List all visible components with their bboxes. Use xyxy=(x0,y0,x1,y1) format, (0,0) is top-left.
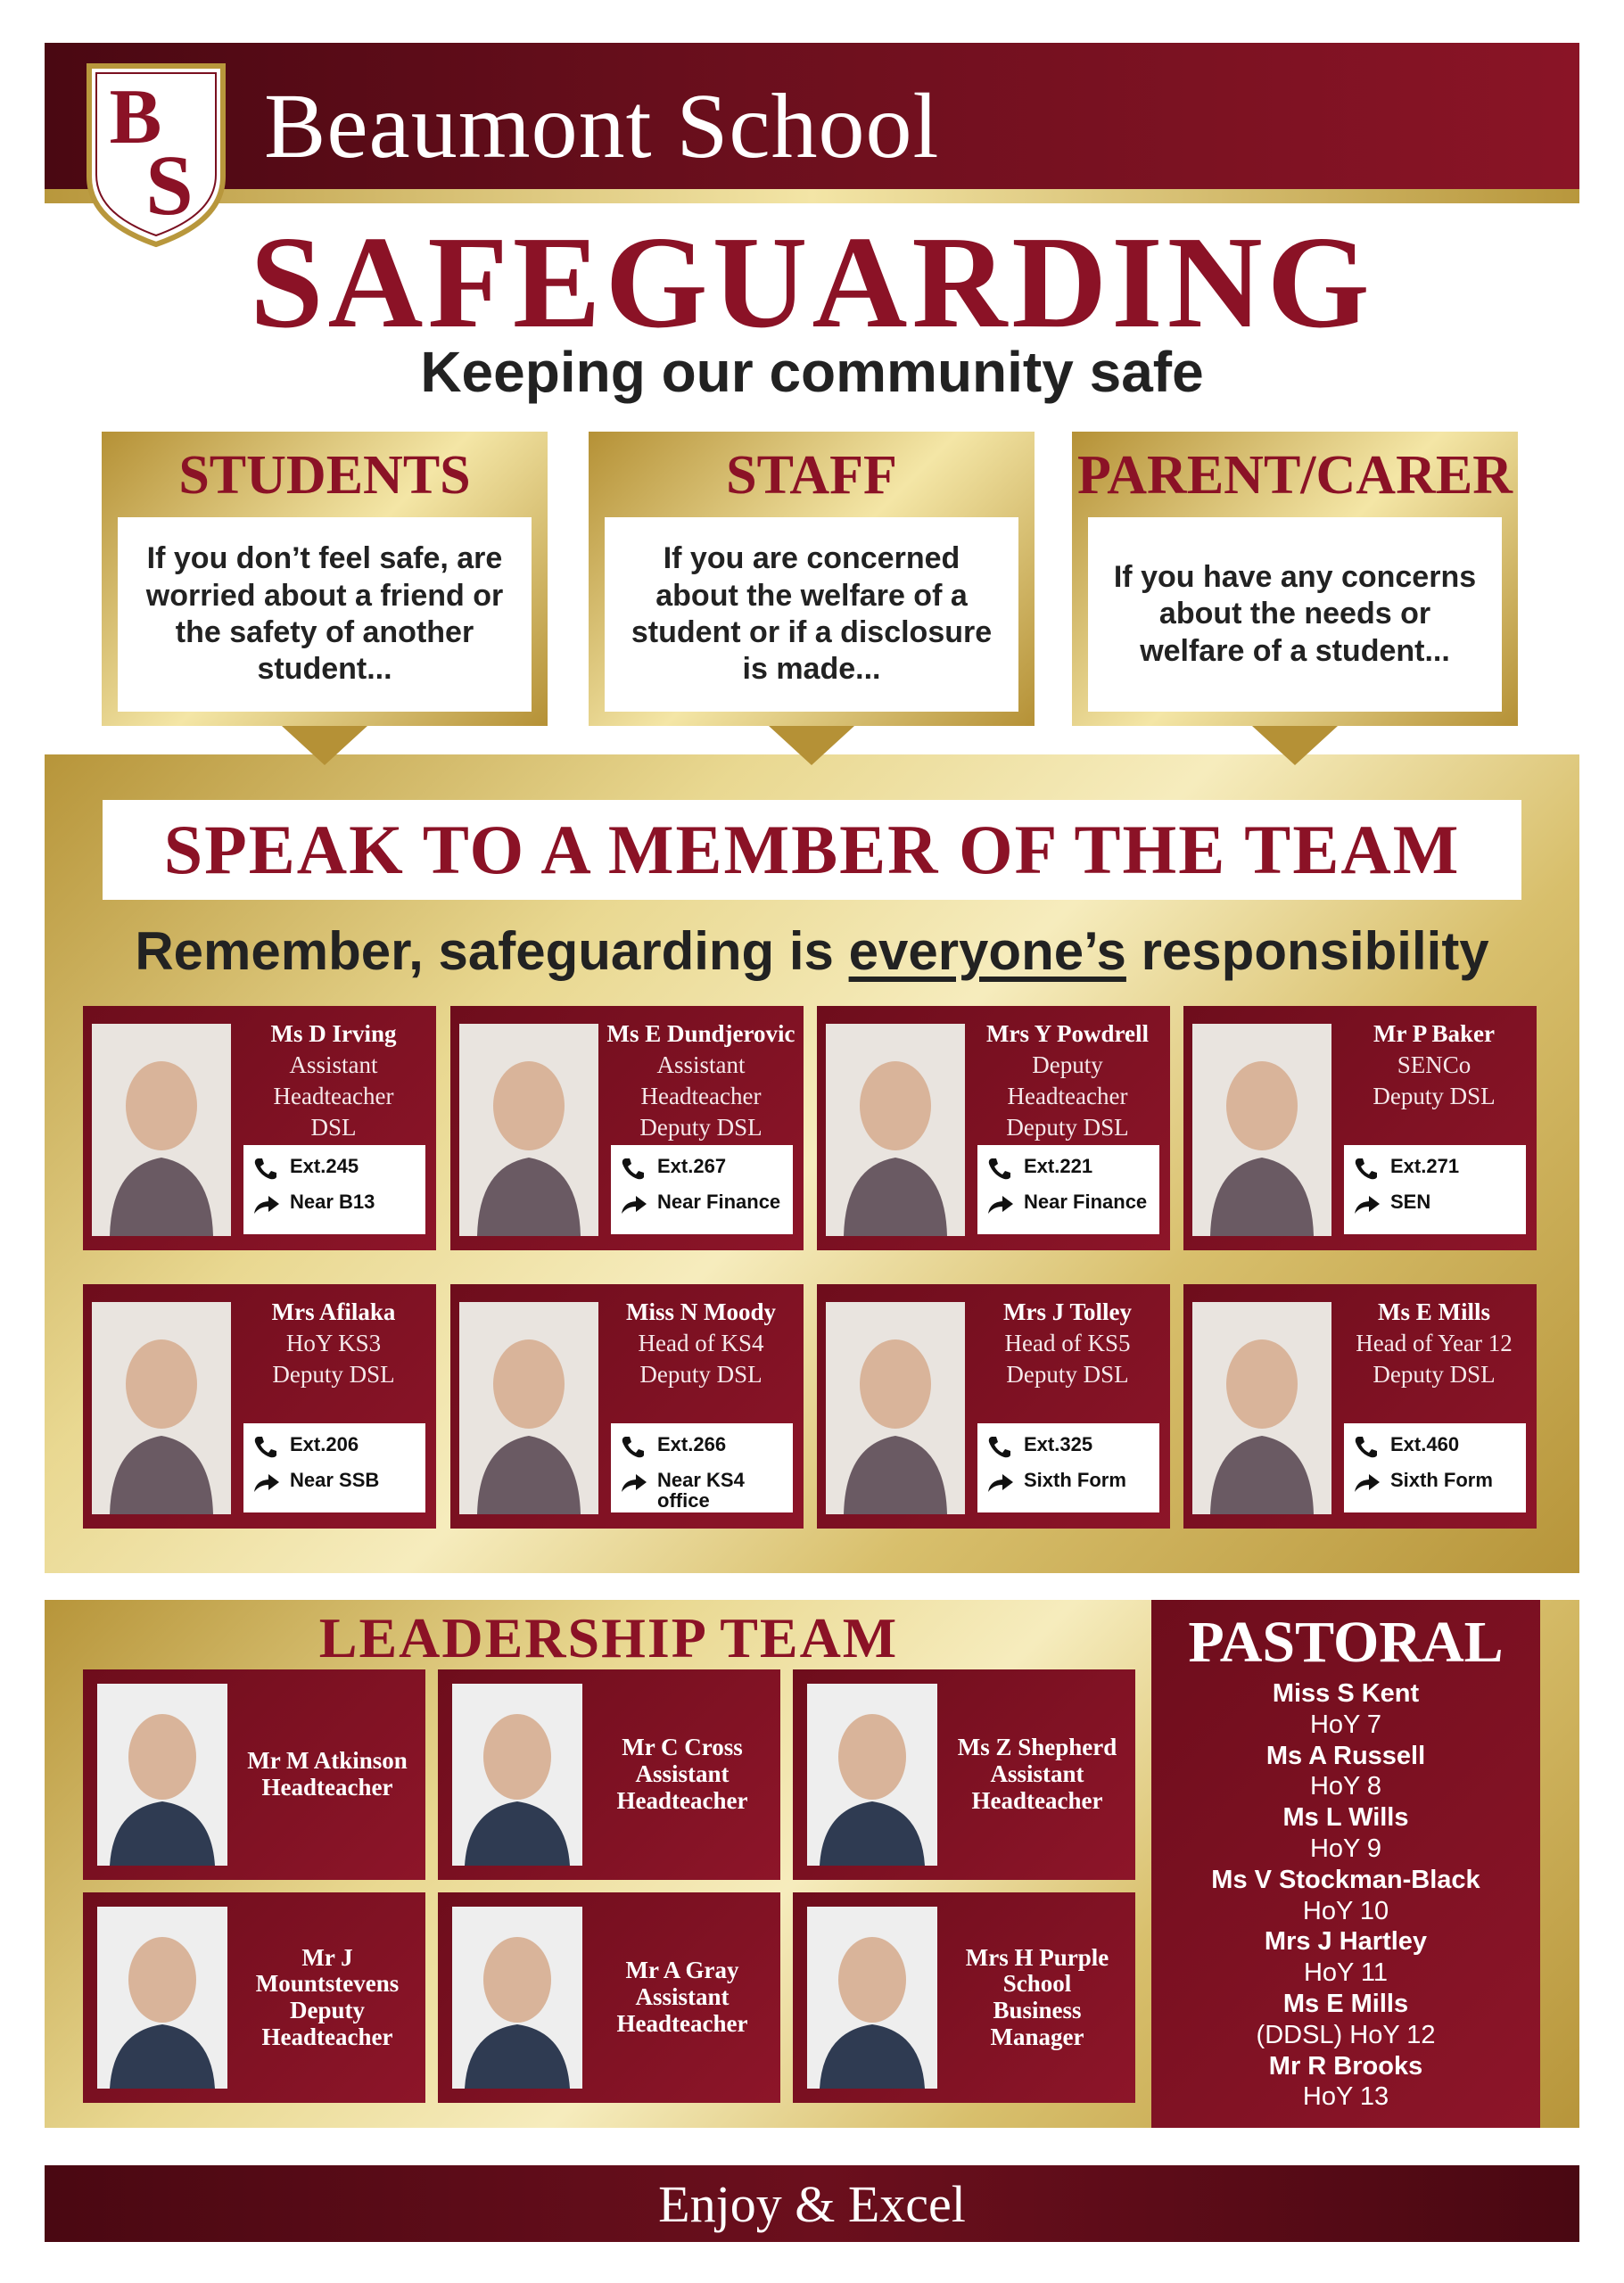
staff-extension: Ext.460 xyxy=(1390,1433,1460,1455)
audience-staff xyxy=(589,432,1035,726)
leader-role: Assistant xyxy=(990,1760,1084,1788)
leadership-card xyxy=(438,1669,780,1880)
staff-info xyxy=(600,1018,802,1143)
remember-emphasis: everyone’s xyxy=(848,921,1126,981)
leadership-card xyxy=(438,1892,780,2103)
footer-motto: Enjoy & Excel xyxy=(45,2165,1579,2242)
staff-card xyxy=(1183,1006,1537,1250)
audience-title: PARENT/CARER xyxy=(1077,445,1513,506)
staff-extension: Ext.245 xyxy=(290,1155,359,1177)
arrow-down-icon xyxy=(769,726,854,765)
staff-name: Mr P Baker xyxy=(1373,1020,1495,1047)
staff-photo xyxy=(459,1024,598,1236)
leader-info xyxy=(589,1892,775,2103)
staff-info xyxy=(600,1297,802,1390)
pastoral-role: HoY 9 xyxy=(1309,1834,1382,1863)
staff-photo xyxy=(92,1302,231,1514)
pastoral-name: Mrs J Hartley xyxy=(1264,1927,1428,1957)
direction-arrow-icon xyxy=(985,1470,1017,1495)
pastoral-role: HoY 13 xyxy=(1302,2082,1389,2112)
phone-icon xyxy=(251,1156,283,1181)
leader-role: Headteacher xyxy=(616,2009,748,2037)
direction-arrow-icon xyxy=(251,1191,283,1216)
staff-role: Head of KS5 xyxy=(1004,1330,1131,1357)
pastoral-name: Ms L Wills xyxy=(1282,1803,1409,1833)
leader-photo xyxy=(807,1684,937,1866)
audience-title: STAFF xyxy=(726,445,897,506)
direction-arrow-icon xyxy=(618,1191,650,1216)
header-gold-band xyxy=(45,189,1579,203)
leader-role: Headteacher xyxy=(971,1786,1103,1814)
staff-role: Assistant xyxy=(289,1051,378,1079)
arrow-down-icon xyxy=(282,726,367,765)
leader-name: Mrs H Purple xyxy=(965,1943,1109,1971)
staff-role: SENCo xyxy=(1397,1051,1471,1079)
direction-arrow-icon xyxy=(1351,1191,1383,1216)
remember-before: Remember, safeguarding is xyxy=(135,921,849,981)
audience-text: If you have any concerns about the needs or welfare of a student... xyxy=(1088,517,1502,712)
leader-info xyxy=(944,1892,1130,2103)
staff-role: Deputy xyxy=(1032,1051,1103,1079)
speak-to-team-banner: SPEAK TO A MEMBER OF THE TEAM xyxy=(103,800,1521,900)
staff-location: Near B13 xyxy=(290,1191,375,1213)
staff-contact xyxy=(611,1423,793,1512)
direction-arrow-icon xyxy=(251,1470,283,1495)
pastoral-name: Ms A Russell xyxy=(1265,1741,1426,1770)
leader-photo xyxy=(452,1907,582,2089)
staff-extension: Ext.266 xyxy=(657,1433,727,1455)
staff-photo xyxy=(1192,1024,1331,1236)
page-subtitle: Keeping our community safe xyxy=(420,340,1204,404)
phone-icon xyxy=(985,1156,1017,1181)
leadership-card xyxy=(793,1892,1135,2103)
pastoral-role: HoY 11 xyxy=(1303,1958,1389,1988)
crest-monogram-s: S xyxy=(145,137,194,233)
staff-card xyxy=(83,1006,436,1250)
leader-role: Deputy xyxy=(289,1997,365,2023)
staff-contact xyxy=(611,1145,793,1234)
direction-arrow-icon xyxy=(985,1191,1017,1216)
pastoral-panel xyxy=(1151,1600,1540,2128)
staff-card xyxy=(450,1006,804,1250)
leadership-card xyxy=(83,1892,425,2103)
staff-contact xyxy=(1344,1423,1526,1512)
staff-contact xyxy=(1344,1145,1526,1234)
staff-location: Near KS4 office xyxy=(657,1469,745,1512)
pastoral-role: HoY 8 xyxy=(1309,1772,1382,1801)
leader-role: School xyxy=(1002,1970,1072,1998)
staff-location: Near SSB xyxy=(290,1469,380,1491)
school-name: Beaumont School xyxy=(264,75,940,177)
staff-role: Deputy DSL xyxy=(639,1114,763,1142)
leader-role: Assistant xyxy=(635,1983,730,2011)
staff-role: Assistant xyxy=(656,1051,746,1079)
staff-role: Deputy DSL xyxy=(1006,1361,1129,1389)
leader-role: Business xyxy=(993,1997,1082,2023)
leader-name: Ms Z Shepherd xyxy=(957,1734,1117,1761)
phone-icon xyxy=(1351,1156,1383,1181)
leader-photo xyxy=(452,1684,582,1866)
leader-name: Mr C Cross xyxy=(622,1734,743,1761)
pastoral-role: (DDSL) HoY 12 xyxy=(1256,2020,1436,2049)
staff-role: HoY KS3 xyxy=(285,1330,382,1357)
audience-text: If you don’t feel safe, are worried about a friend or the safety of another student... xyxy=(118,517,532,712)
page-title: SAFEGUARDING xyxy=(250,210,1374,356)
leader-photo xyxy=(807,1907,937,2089)
pastoral-name: Mr R Brooks xyxy=(1268,2051,1423,2081)
staff-name: Mrs Y Powdrell xyxy=(986,1020,1149,1047)
staff-name: Miss N Moody xyxy=(626,1298,776,1325)
audience-text: If you are concerned about the welfare of a student or if a disclosure is made... xyxy=(605,517,1018,712)
staff-role: Headteacher xyxy=(1007,1083,1128,1110)
leader-info xyxy=(235,1669,420,1880)
phone-icon xyxy=(618,1156,650,1181)
remember-after: responsibility xyxy=(1125,921,1489,981)
staff-card xyxy=(817,1284,1170,1529)
staff-photo xyxy=(826,1302,965,1514)
staff-name: Mrs Afilaka xyxy=(271,1298,396,1325)
leadership-card xyxy=(793,1669,1135,1880)
audience-students xyxy=(102,432,548,726)
staff-location: Sixth Form xyxy=(1390,1469,1493,1491)
staff-location: Sixth Form xyxy=(1024,1469,1126,1491)
leader-name: Mr J Mountstevens xyxy=(255,1943,400,1998)
leader-name: Mr A Gray xyxy=(625,1957,739,1984)
staff-role: Deputy DSL xyxy=(272,1361,395,1389)
leader-role: Headteacher xyxy=(261,2023,393,2050)
staff-photo xyxy=(459,1302,598,1514)
staff-extension: Ext.221 xyxy=(1024,1155,1093,1177)
staff-role: DSL xyxy=(310,1114,357,1142)
staff-info xyxy=(1333,1297,1535,1390)
staff-role: Deputy DSL xyxy=(1373,1083,1496,1110)
staff-role: Headteacher xyxy=(273,1083,394,1110)
direction-arrow-icon xyxy=(1351,1470,1383,1495)
staff-location: Near Finance xyxy=(657,1191,781,1213)
staff-info xyxy=(233,1018,434,1143)
staff-role: Head of Year 12 xyxy=(1356,1330,1513,1357)
pastoral-role: HoY 7 xyxy=(1309,1710,1382,1739)
staff-card xyxy=(1183,1284,1537,1529)
staff-info xyxy=(233,1297,434,1390)
phone-icon xyxy=(985,1434,1017,1459)
audience-parent-carer xyxy=(1072,432,1518,726)
leadership-card xyxy=(83,1669,425,1880)
remember-message xyxy=(0,920,1624,982)
staff-photo xyxy=(92,1024,231,1236)
staff-name: Ms E Mills xyxy=(1378,1298,1490,1325)
phone-icon xyxy=(618,1434,650,1459)
staff-contact xyxy=(243,1423,425,1512)
audience-title: STUDENTS xyxy=(178,445,471,506)
staff-name: Mrs J Tolley xyxy=(1002,1298,1132,1325)
staff-contact xyxy=(243,1145,425,1234)
staff-info xyxy=(967,1297,1168,1390)
pastoral-name: Miss S Kent xyxy=(1272,1679,1420,1708)
staff-photo xyxy=(826,1024,965,1236)
leader-photo xyxy=(97,1684,227,1866)
phone-icon xyxy=(251,1434,283,1459)
leader-role: Headteacher xyxy=(616,1786,748,1814)
staff-contact xyxy=(977,1145,1159,1234)
staff-info xyxy=(1333,1018,1535,1112)
staff-extension: Ext.271 xyxy=(1390,1155,1460,1177)
staff-info xyxy=(967,1018,1168,1143)
staff-role: Deputy DSL xyxy=(1373,1361,1496,1389)
staff-photo xyxy=(1192,1302,1331,1514)
staff-extension: Ext.206 xyxy=(290,1433,359,1455)
leader-info xyxy=(589,1669,775,1880)
leadership-title: LEADERSHIP TEAM xyxy=(318,1606,899,1669)
leader-info xyxy=(944,1669,1130,1880)
staff-name: Ms E Dundjerovic xyxy=(606,1020,796,1047)
staff-card xyxy=(450,1284,804,1529)
staff-extension: Ext.325 xyxy=(1024,1433,1093,1455)
leader-role: Manager xyxy=(990,2023,1084,2050)
staff-location: SEN xyxy=(1390,1191,1431,1213)
crest-monogram-b: B xyxy=(109,74,162,161)
pastoral-name: Ms V Stockman-Black xyxy=(1211,1865,1480,1894)
staff-location: Near Finance xyxy=(1024,1191,1148,1213)
staff-role: Head of KS4 xyxy=(638,1330,764,1357)
staff-role: Deputy DSL xyxy=(639,1361,763,1389)
pastoral-role: HoY 10 xyxy=(1302,1896,1389,1925)
arrow-down-icon xyxy=(1252,726,1338,765)
phone-icon xyxy=(1351,1434,1383,1459)
staff-name: Ms D Irving xyxy=(270,1020,397,1047)
direction-arrow-icon xyxy=(618,1470,650,1495)
staff-card xyxy=(83,1284,436,1529)
pastoral-title: PASTORAL xyxy=(1188,1610,1504,1675)
pastoral-list xyxy=(1151,1678,1540,2113)
leader-info xyxy=(235,1892,420,2103)
staff-role: Headteacher xyxy=(640,1083,762,1110)
staff-role: Deputy DSL xyxy=(1006,1114,1129,1142)
staff-extension: Ext.267 xyxy=(657,1155,727,1177)
staff-card xyxy=(817,1006,1170,1250)
pastoral-name: Ms E Mills xyxy=(1282,1989,1409,2018)
leader-role: Headteacher xyxy=(261,1774,393,1801)
leader-role: Assistant xyxy=(635,1760,730,1788)
staff-contact xyxy=(977,1423,1159,1512)
leader-name: Mr M Atkinson xyxy=(247,1747,408,1775)
leader-photo xyxy=(97,1907,227,2089)
